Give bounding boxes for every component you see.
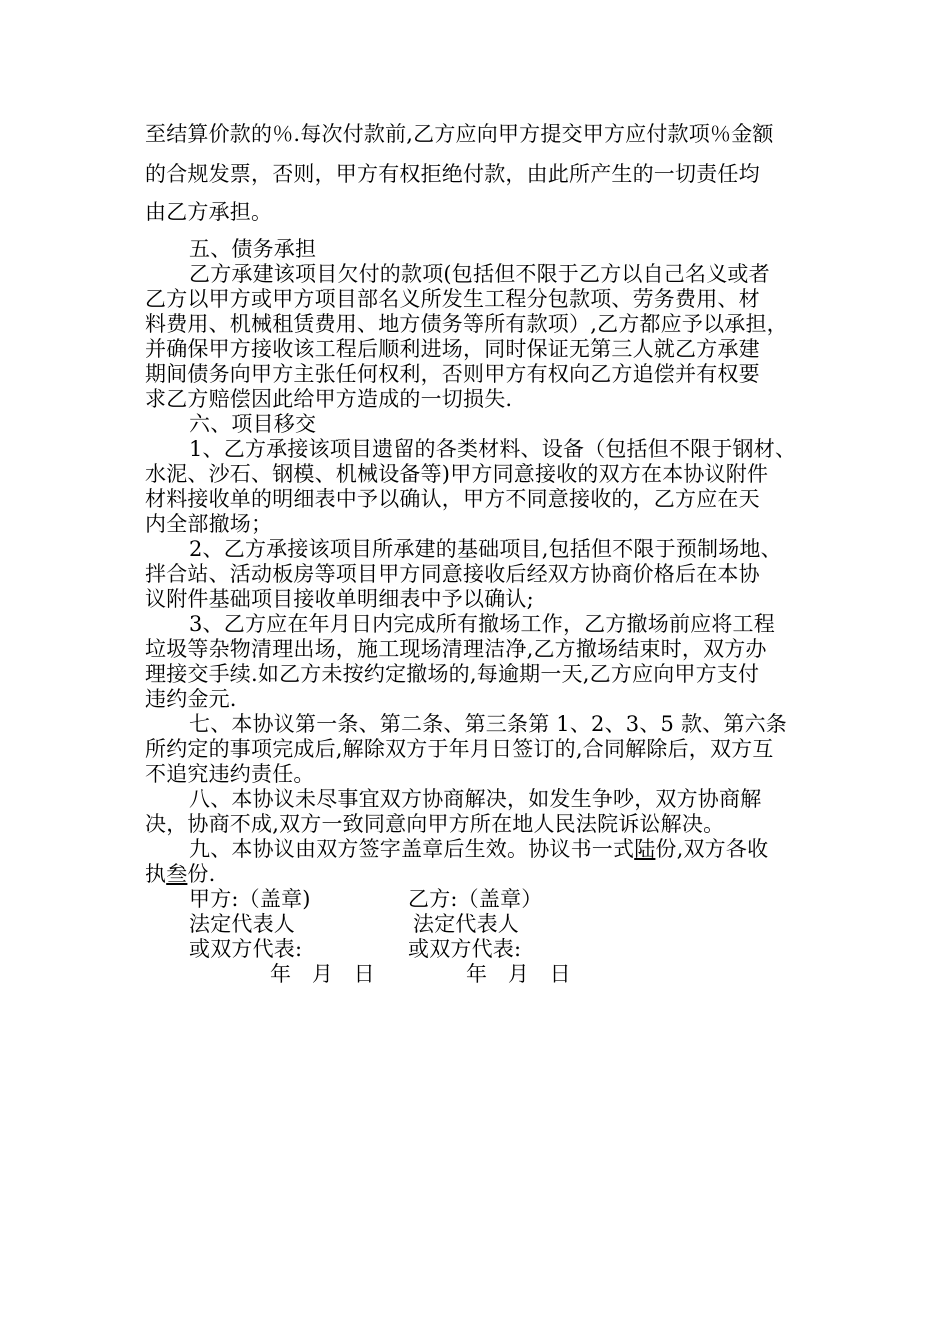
section9-line-1 — [189, 837, 768, 861]
section6-item2-line-2: 拌合站、活动板房等项目甲方同意接收后经双方协商价格后在本协 — [145, 562, 760, 586]
section9-text-c: 执 — [145, 862, 167, 886]
section7-line-2: 所约定的事项完成后,解除双方于年月日签订的,合同解除后，双方互 — [145, 737, 774, 761]
intro-line-2: 的合规发票，否则，甲方有权拒绝付款，由此所产生的一切责任均 — [145, 162, 760, 186]
section6-item3-line-4: 违约金元. — [145, 687, 237, 711]
section5-line-3: 料费用、机械租赁费用、地方债务等所有款项）,乙方都应予以承担， — [145, 312, 788, 336]
intro-line-3: 由乙方承担。 — [145, 200, 273, 224]
copies-count-underlined: 陆 — [634, 837, 656, 861]
party-b-agent: 或双方代表: — [408, 937, 522, 961]
section6-item1-line-1: 1、乙方承接该项目遗留的各类材料、设备（包括但不限于钢材、 — [189, 437, 797, 461]
section5-line-2: 乙方以甲方或甲方项目部名义所发生工程分包款项、劳务费用、材 — [145, 287, 760, 311]
section9-text-a: 九、本协议由双方签字盖章后生效。协议书一式 — [189, 837, 635, 861]
section6-item1-line-2: 水泥、沙石、钢模、机械设备等)甲方同意接收的双方在本协议附件 — [145, 462, 769, 486]
party-a-legal-rep: 法定代表人 — [189, 912, 295, 936]
section8-line-2: 决，协商不成,双方一致同意向甲方所在地人民法院诉讼解决。 — [145, 812, 725, 836]
party-a-date: 年 月 日 — [270, 962, 375, 986]
party-b-date: 年 月 日 — [466, 962, 571, 986]
section6-item1-line-4: 内全部撤场； — [145, 512, 273, 536]
intro-line-1: 至结算价款的％.每次付款前,乙方应向甲方提交甲方应付款项％金额 — [145, 122, 774, 146]
section8-line-1: 八、本协议未尽事宜双方协商解决，如发生争吵，双方协商解 — [189, 787, 762, 811]
section9-line-2 — [145, 862, 215, 886]
copies-each-underlined: 叁 — [166, 862, 188, 886]
party-a-agent: 或双方代表: — [189, 937, 303, 961]
section7-line-3: 不追究违约责任。 — [145, 762, 315, 786]
section7-line-1: 七、本协议第一条、第二条、第三条第 1、2、3、5 款、第六条 — [189, 712, 787, 736]
section6-item3-line-2: 垃圾等杂物清理出场，施工现场清理洁净,乙方撤场结束时，双方办 — [145, 637, 767, 661]
section5-heading: 五、债务承担 — [189, 237, 317, 261]
section5-line-1: 乙方承建该项目欠付的款项(包括但不限于乙方以自己名义或者 — [189, 262, 770, 286]
party-b-seal: 乙方:（盖章） — [408, 887, 543, 911]
section5-line-6: 求乙方赔偿因此给甲方造成的一切损失. — [145, 387, 513, 411]
section6-item1-line-3: 材料接收单的明细表中予以确认，甲方不同意接收的，乙方应在天 — [145, 487, 760, 511]
section6-item3-line-1: 3、乙方应在年月日内完成所有撤场工作，乙方撤场前应将工程 — [189, 612, 775, 636]
section5-line-5: 期间债务向甲方主张任何权利，否则甲方有权向乙方追偿并有权要 — [145, 362, 760, 386]
section5-line-4: 并确保甲方接收该工程后顺利进场，同时保证无第三人就乙方承建 — [145, 337, 760, 361]
section6-item2-line-3: 议附件基础项目接收单明细表中予以确认; — [145, 587, 534, 611]
section6-heading: 六、项目移交 — [189, 412, 317, 436]
section6-item3-line-3: 理接交手续.如乙方未按约定撤场的,每逾期一天,乙方应向甲方支付 — [145, 662, 760, 686]
party-b-legal-rep: 法定代表人 — [413, 912, 519, 936]
section6-item2-line-1: 2、乙方承接该项目所承建的基础项目,包括但不限于预制场地、 — [189, 537, 782, 561]
party-a-seal: 甲方:（盖章) — [189, 887, 311, 911]
section9-text-b: 份,双方各收 — [655, 837, 769, 861]
section9-text-d: 份. — [187, 862, 216, 886]
